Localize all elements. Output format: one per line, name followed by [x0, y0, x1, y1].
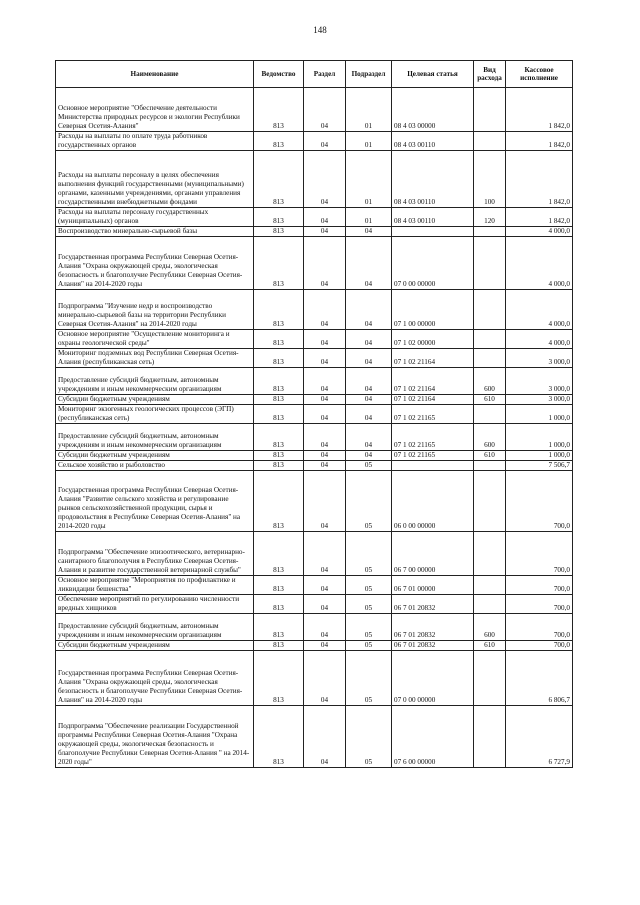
cell-name: Государственная программа Республики Северная Осетия-Алания "Развитие сельского хозяйства и регулирование рынков сельскохозяйственной продукции, сырья и продовольствия в Республике Северная Осетия-Алания" на 2014-2020 годы	[56, 471, 254, 532]
cell-ved: 813	[254, 237, 304, 290]
cell-vid	[474, 595, 506, 614]
header-razd: Раздел	[304, 61, 346, 88]
cell-ved: 813	[254, 576, 304, 595]
cell-ved: 813	[254, 88, 304, 132]
cell-razd: 04	[304, 290, 346, 330]
cell-podr: 04	[346, 405, 392, 424]
cell-stat: 06 7 00 00000	[392, 532, 474, 576]
cell-sum: 3 000,0	[506, 349, 573, 368]
cell-stat	[392, 227, 474, 237]
cell-ved: 813	[254, 532, 304, 576]
cell-ved: 813	[254, 651, 304, 706]
cell-razd: 04	[304, 576, 346, 595]
cell-name: Расходы на выплаты персоналу в целях обеспечения выполнения функций государственными (муниципальными) органами, казенными учреждениями, органами управления государственными внебюджетными фондами	[56, 151, 254, 208]
cell-sum: 700,0	[506, 576, 573, 595]
cell-podr: 01	[346, 151, 392, 208]
cell-sum: 4 000,0	[506, 330, 573, 349]
cell-vid	[474, 706, 506, 768]
cell-vid	[474, 237, 506, 290]
cell-razd: 04	[304, 237, 346, 290]
cell-razd: 04	[304, 614, 346, 641]
cell-name: Расходы на выплаты персоналу государственных (муниципальных) органов	[56, 208, 254, 227]
cell-ved: 813	[254, 641, 304, 651]
cell-stat: 07 1 02 21165	[392, 451, 474, 461]
cell-sum: 4 000,0	[506, 290, 573, 330]
cell-razd: 04	[304, 651, 346, 706]
cell-razd: 04	[304, 227, 346, 237]
cell-razd: 04	[304, 151, 346, 208]
cell-sum: 4 000,0	[506, 237, 573, 290]
cell-name: Предоставление субсидий бюджетным, автономным учреждениям и иным некоммерческим организациям	[56, 368, 254, 395]
cell-vid	[474, 349, 506, 368]
header-name: Наименование	[56, 61, 254, 88]
cell-stat: 07 6 00 00000	[392, 706, 474, 768]
table-row	[56, 132, 573, 151]
cell-vid	[474, 651, 506, 706]
cell-podr: 04	[346, 424, 392, 451]
cell-podr: 04	[346, 290, 392, 330]
cell-ved: 813	[254, 290, 304, 330]
cell-sum: 4 000,0	[506, 227, 573, 237]
cell-podr: 04	[346, 349, 392, 368]
cell-podr: 04	[346, 227, 392, 237]
table-row	[56, 532, 573, 576]
cell-vid: 610	[474, 641, 506, 651]
cell-sum: 3 000,0	[506, 395, 573, 405]
cell-vid: 600	[474, 368, 506, 395]
cell-podr: 04	[346, 237, 392, 290]
cell-name: Подпрограмма "Обеспечение эпизоотического, ветеринарно-санитарного благополучия в Республике Северная Осетия-Алания и развитие государственной ветеринарной службы"	[56, 532, 254, 576]
cell-razd: 04	[304, 451, 346, 461]
cell-ved: 813	[254, 706, 304, 768]
cell-stat: 08 4 03 00000	[392, 88, 474, 132]
cell-stat: 07 1 02 00000	[392, 330, 474, 349]
cell-razd: 04	[304, 208, 346, 227]
cell-podr: 05	[346, 461, 392, 471]
table-row	[56, 706, 573, 768]
cell-stat	[392, 461, 474, 471]
table-row	[56, 595, 573, 614]
cell-podr: 05	[346, 471, 392, 532]
cell-stat: 07 1 02 21165	[392, 424, 474, 451]
cell-vid	[474, 290, 506, 330]
cell-ved: 813	[254, 424, 304, 451]
table-row	[56, 576, 573, 595]
cell-vid	[474, 532, 506, 576]
cell-stat: 06 7 01 20832	[392, 641, 474, 651]
cell-sum: 1 000,0	[506, 451, 573, 461]
table-row	[56, 227, 573, 237]
cell-name: Государственная программа Республики Северная Осетия-Алания "Охрана окружающей среды, экологическая безопасность и благополучие Республики Северная Осетия-Алания" на 2014-2020 годы	[56, 237, 254, 290]
cell-razd: 04	[304, 368, 346, 395]
cell-razd: 04	[304, 349, 346, 368]
cell-podr: 04	[346, 451, 392, 461]
cell-ved: 813	[254, 132, 304, 151]
cell-razd: 04	[304, 461, 346, 471]
table-row	[56, 151, 573, 208]
cell-vid	[474, 405, 506, 424]
cell-ved: 813	[254, 349, 304, 368]
cell-podr: 05	[346, 532, 392, 576]
cell-name: Воспроизводство минерально-сырьевой базы	[56, 227, 254, 237]
table-row	[56, 368, 573, 395]
cell-ved: 813	[254, 395, 304, 405]
cell-ved: 813	[254, 461, 304, 471]
table-row	[56, 405, 573, 424]
cell-vid	[474, 132, 506, 151]
cell-stat: 07 0 00 00000	[392, 651, 474, 706]
cell-name: Подпрограмма "Обеспечение реализации Государственной программы Республики Северная Осетия-Алания "Охрана окружающей среды, экологическая безопасность и благополучие Республики Северная Осетия-Алания " на 2014-2020 годы"	[56, 706, 254, 768]
cell-ved: 813	[254, 208, 304, 227]
cell-ved: 813	[254, 595, 304, 614]
cell-vid	[474, 88, 506, 132]
cell-razd: 04	[304, 88, 346, 132]
cell-vid: 600	[474, 424, 506, 451]
cell-stat: 08 4 03 00110	[392, 208, 474, 227]
budget-table	[55, 60, 573, 768]
cell-sum: 3 000,0	[506, 368, 573, 395]
cell-vid	[474, 461, 506, 471]
cell-name: Субсидии бюджетным учреждениям	[56, 395, 254, 405]
cell-podr: 04	[346, 368, 392, 395]
cell-razd: 04	[304, 330, 346, 349]
cell-razd: 04	[304, 641, 346, 651]
table-row	[56, 461, 573, 471]
cell-podr: 05	[346, 706, 392, 768]
cell-sum: 6 727,9	[506, 706, 573, 768]
header-ved: Ведомство	[254, 61, 304, 88]
cell-name: Предоставление субсидий бюджетным, автономным учреждениям и иным некоммерческим организациям	[56, 614, 254, 641]
cell-sum: 700,0	[506, 471, 573, 532]
cell-vid	[474, 227, 506, 237]
table-row	[56, 641, 573, 651]
cell-ved: 813	[254, 614, 304, 641]
table-row	[56, 290, 573, 330]
cell-podr: 01	[346, 88, 392, 132]
cell-name: Субсидии бюджетным учреждениям	[56, 451, 254, 461]
cell-razd: 04	[304, 424, 346, 451]
table-body	[56, 88, 573, 768]
cell-stat: 06 7 01 00000	[392, 576, 474, 595]
cell-stat: 07 1 00 00000	[392, 290, 474, 330]
cell-podr: 05	[346, 651, 392, 706]
header-sum: Кассовое исполнение	[506, 61, 573, 88]
table-row	[56, 614, 573, 641]
header-podr: Подраздел	[346, 61, 392, 88]
cell-vid	[474, 576, 506, 595]
cell-sum: 1 842,0	[506, 208, 573, 227]
cell-podr: 04	[346, 330, 392, 349]
cell-ved: 813	[254, 471, 304, 532]
cell-vid: 610	[474, 395, 506, 405]
cell-sum: 1 842,0	[506, 88, 573, 132]
cell-razd: 04	[304, 395, 346, 405]
cell-vid: 100	[474, 151, 506, 208]
cell-vid: 600	[474, 614, 506, 641]
cell-razd: 04	[304, 132, 346, 151]
cell-stat: 07 1 02 21164	[392, 368, 474, 395]
table-row	[56, 395, 573, 405]
cell-podr: 05	[346, 614, 392, 641]
cell-stat: 06 7 01 20832	[392, 595, 474, 614]
table-row	[56, 651, 573, 706]
cell-sum: 6 806,7	[506, 651, 573, 706]
cell-podr: 01	[346, 208, 392, 227]
cell-sum: 700,0	[506, 532, 573, 576]
cell-ved: 813	[254, 151, 304, 208]
cell-razd: 04	[304, 706, 346, 768]
cell-name: Обеспечение мероприятий по регулированию численности вредных хищников	[56, 595, 254, 614]
cell-vid	[474, 330, 506, 349]
cell-sum: 700,0	[506, 595, 573, 614]
table-row	[56, 88, 573, 132]
table-row	[56, 471, 573, 532]
cell-sum: 1 842,0	[506, 132, 573, 151]
cell-sum: 1 842,0	[506, 151, 573, 208]
cell-stat: 07 1 02 21164	[392, 349, 474, 368]
cell-ved: 813	[254, 330, 304, 349]
cell-name: Расходы на выплаты по оплате труда работников государственных органов	[56, 132, 254, 151]
cell-stat: 07 0 00 00000	[392, 237, 474, 290]
cell-stat: 07 1 02 21165	[392, 405, 474, 424]
cell-razd: 04	[304, 405, 346, 424]
cell-name: Основное мероприятие "Осуществление мониторинга и охраны геологической среды"	[56, 330, 254, 349]
cell-podr: 05	[346, 641, 392, 651]
cell-sum: 7 506,7	[506, 461, 573, 471]
cell-razd: 04	[304, 532, 346, 576]
cell-podr: 05	[346, 576, 392, 595]
cell-name: Мониторинг экзогенных геологических процессов (ЭГП) (республиканская сеть)	[56, 405, 254, 424]
table-row	[56, 237, 573, 290]
cell-podr: 05	[346, 595, 392, 614]
cell-vid: 120	[474, 208, 506, 227]
cell-stat: 08 4 03 00110	[392, 151, 474, 208]
cell-name: Сельское хозяйство и рыболовство	[56, 461, 254, 471]
cell-sum: 700,0	[506, 641, 573, 651]
cell-name: Субсидии бюджетным учреждениям	[56, 641, 254, 651]
header-stat: Целевая статья	[392, 61, 474, 88]
cell-name: Основное мероприятие "Мероприятия по профилактике и ликвидации бешенства"	[56, 576, 254, 595]
cell-name: Предоставление субсидий бюджетным, автономным учреждениям и иным некоммерческим организациям	[56, 424, 254, 451]
table-header-row	[56, 61, 573, 88]
cell-name: Мониторинг подземных вод Республики Северная Осетия-Алания (республиканская сеть)	[56, 349, 254, 368]
table-row	[56, 330, 573, 349]
cell-stat: 07 1 02 21164	[392, 395, 474, 405]
header-vid: Вид расхода	[474, 61, 506, 88]
cell-name: Государственная программа Республики Северная Осетия-Алания "Охрана окружающей среды, экологическая безопасность и благополучие Республики Северная Осетия-Алания" на 2014-2020 годы	[56, 651, 254, 706]
table-row	[56, 349, 573, 368]
page-number: 148	[313, 25, 327, 35]
table-row	[56, 208, 573, 227]
cell-ved: 813	[254, 451, 304, 461]
cell-vid	[474, 471, 506, 532]
cell-stat: 06 0 00 00000	[392, 471, 474, 532]
cell-podr: 01	[346, 132, 392, 151]
cell-name: Подпрограмма "Изучение недр и воспроизводство минерально-сырьевой базы на территории Республики Северная Осетия-Алания" на 2014-2020 годы	[56, 290, 254, 330]
cell-sum: 1 000,0	[506, 424, 573, 451]
cell-name: Основное мероприятие "Обеспечение деятельности Министерства природных ресурсов и экологии Республики Северная Осетия-Алания"	[56, 88, 254, 132]
table-row	[56, 451, 573, 461]
cell-vid: 610	[474, 451, 506, 461]
cell-stat: 06 7 01 20832	[392, 614, 474, 641]
cell-razd: 04	[304, 595, 346, 614]
cell-razd: 04	[304, 471, 346, 532]
cell-sum: 1 000,0	[506, 405, 573, 424]
cell-podr: 04	[346, 395, 392, 405]
cell-stat: 08 4 03 00110	[392, 132, 474, 151]
cell-ved: 813	[254, 405, 304, 424]
table-row	[56, 424, 573, 451]
cell-sum: 700,0	[506, 614, 573, 641]
cell-ved: 813	[254, 227, 304, 237]
cell-ved: 813	[254, 368, 304, 395]
